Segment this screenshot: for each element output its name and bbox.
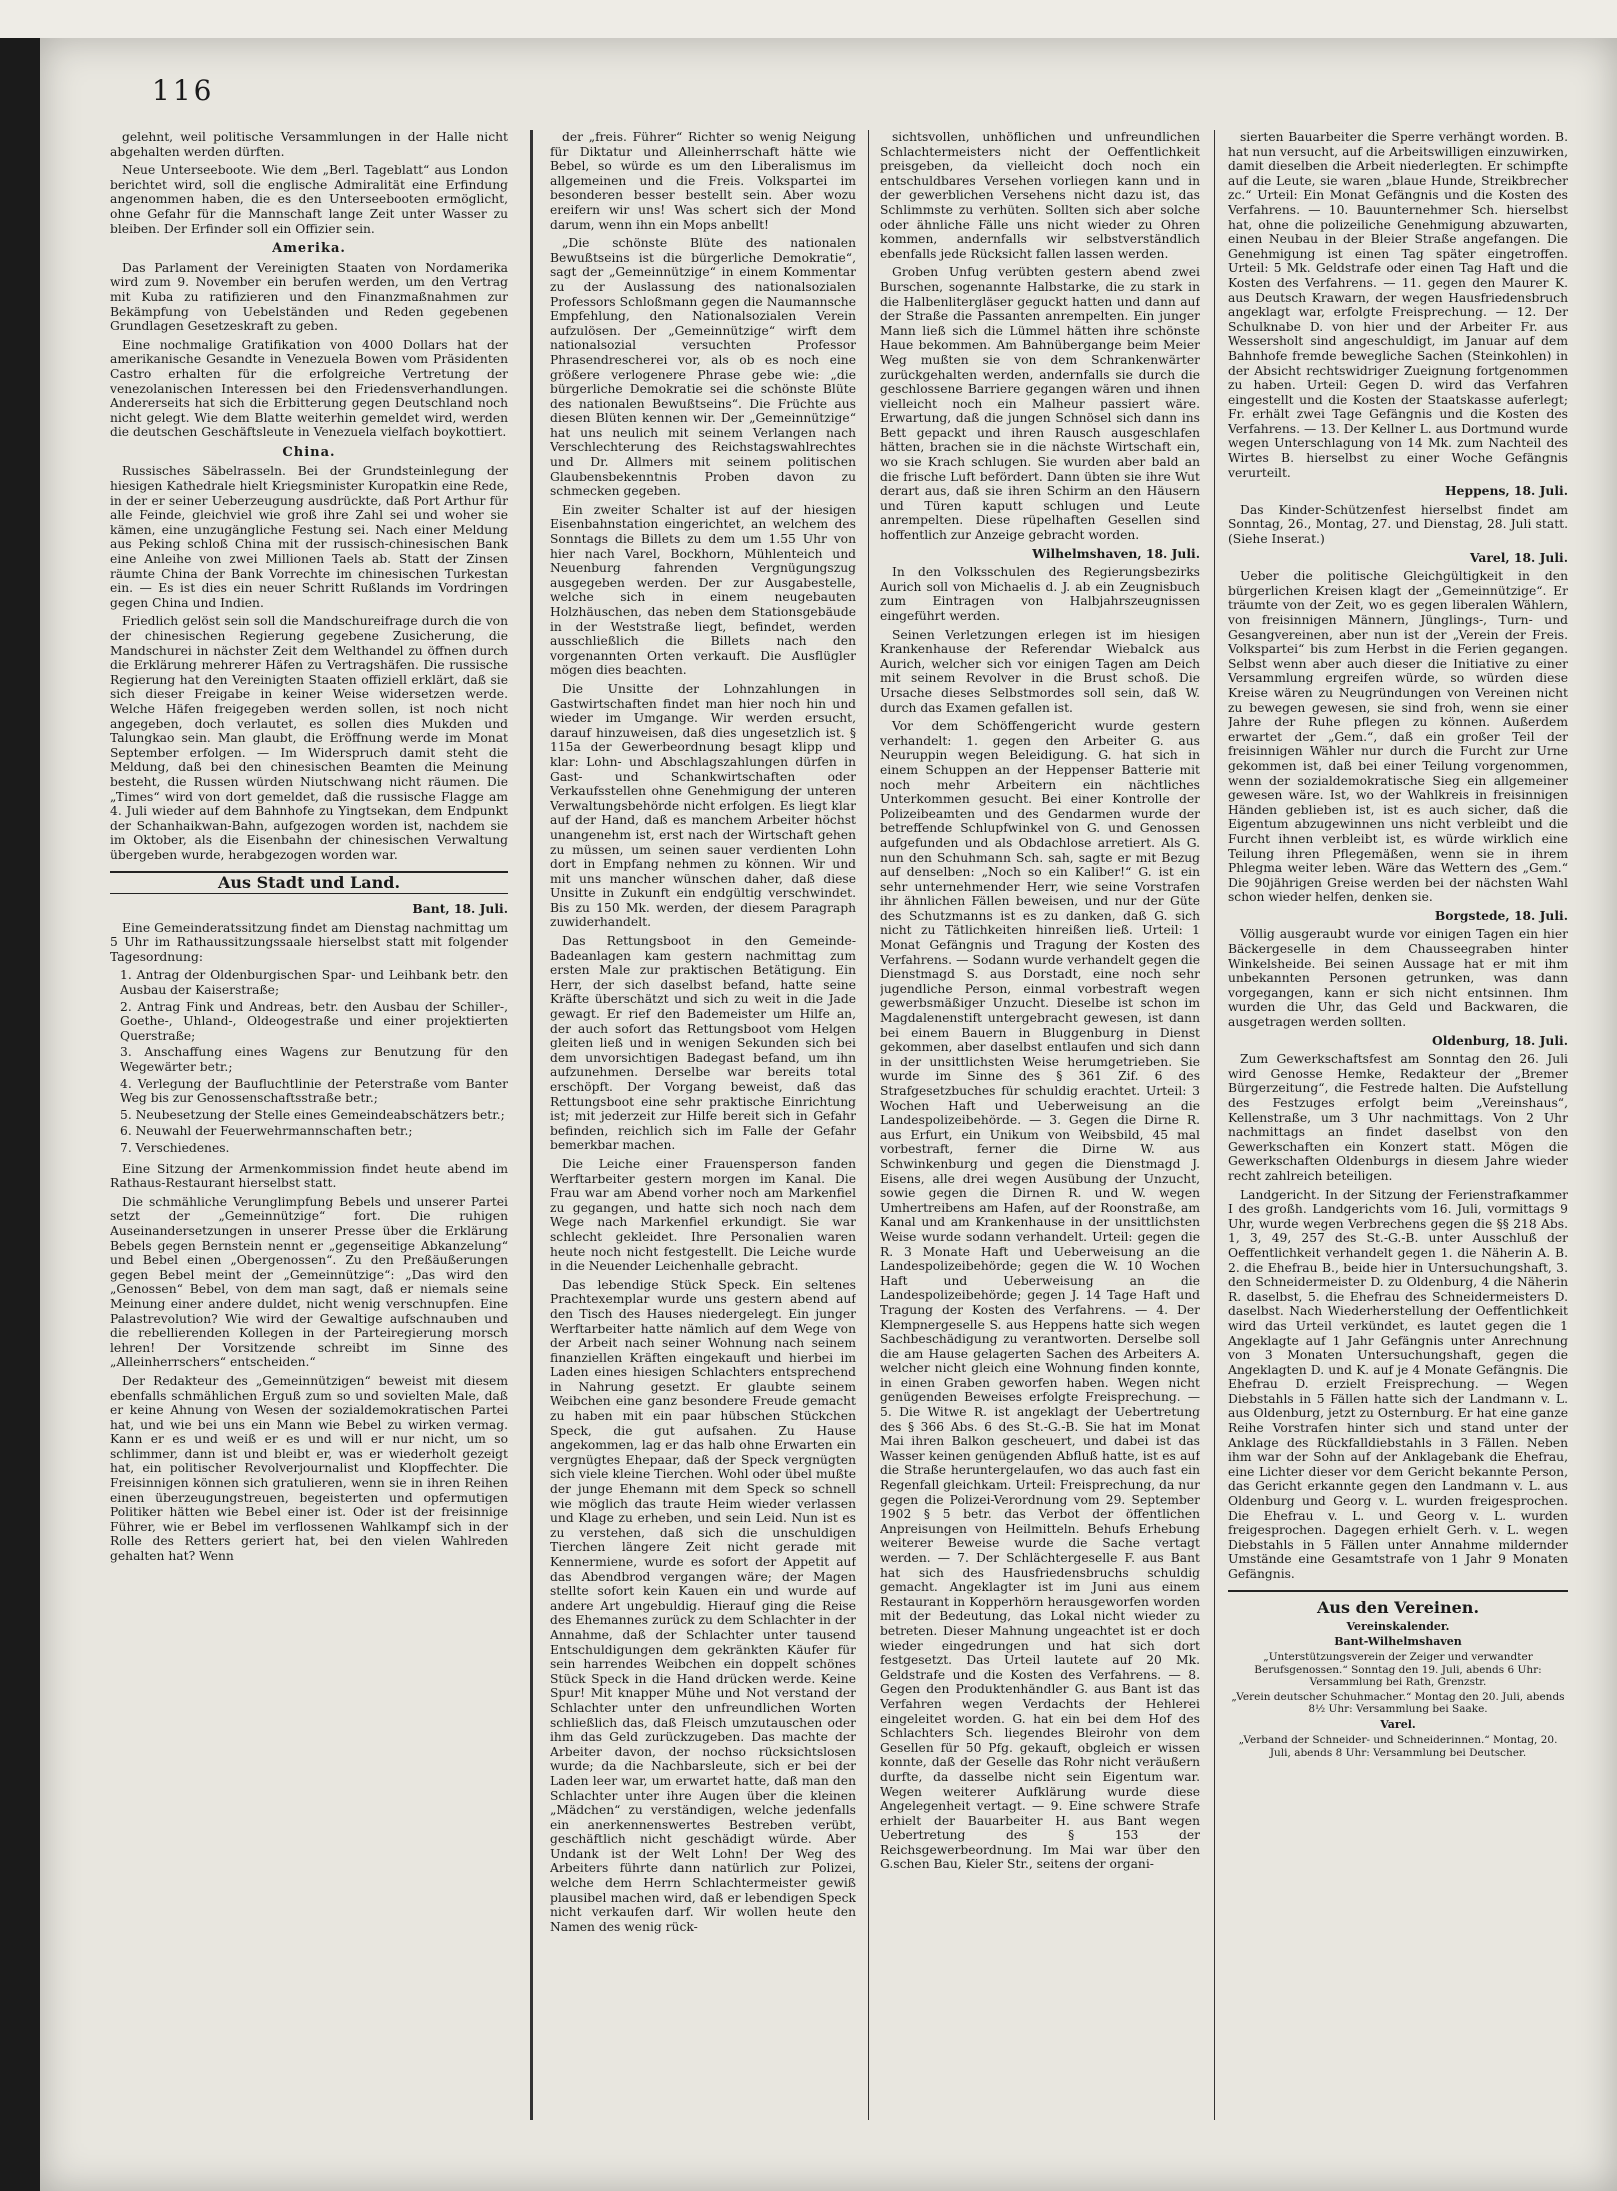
section-title-local: Aus Stadt und Land. [110,871,508,895]
club-entry: „Verein deutscher Schuhmacher.“ Montag den 20. Juli, abends 8½ Uhr: Versammlung bei Saake. [1231,1690,1565,1716]
club-section-title: Aus den Vereinen. [1316,1597,1480,1617]
article-text: Das Kinder-Schützenfest hierselbst findet am Sonntag, 26., Montag, 27. und Dienstag, 28. Juli statt. (Siehe Inserat.) [1228,502,1568,547]
agenda-item: 3. Anschaffung eines Wagens zur Benutzung für den Wegewärter betr.; [120,1045,508,1075]
article-text: Zum Gewerkschaftsfest am Sonntag den 26. Juli wird Genosse Hemke, Redakteur der „Bremer Bürgerzeitung“, die Festrede halten. Die Aufstellung des Festzuges erfolgt beim „Vereinshaus“, Kellenstraße, um 3 Uhr nachmittags. Von 2 Uhr nachmittags an findet daselbst von den Gewerkschaften ein Konzert statt. Mögen die Gewerkschaften Oldenburgs in diesem Jahre wieder recht zahlreich beteiligen. [1228,1052,1568,1183]
agenda-list [120,968,508,1155]
section-heading-amerika: Amerika. [272,241,346,257]
dateline: Heppens, 18. Juli. [1445,483,1568,499]
agenda-item: 5. Neubesetzung der Stelle eines Gemeindeabschätzers betr.; [120,1107,505,1122]
article-text: der „freis. Führer“ Richter so wenig Neigung für Diktatur und Alleinherrschaft hätte wie Bebel, so würde es um den Liberalismus im allgemeinen und die Freis. Volkspartei im besonderen besser bestellt sein. Aber wozu ereifern wir uns! Was schert sich der Mond darum, wenn ihn ein Mops anbellt! [550,130,856,232]
club-calendar [1228,1590,1568,1760]
dateline: Bant, 18. Juli. [412,901,508,917]
article-text: In den Volksschulen des Regierungsbezirks Aurich soll von Michaelis d. J. ab ein Zeugnisbuch zum Eintragen von Halbjahrszeugnissen eingeführt werden. [880,565,1200,623]
column-3 [880,130,1200,2120]
agenda-item: 2. Antrag Fink und Andreas, betr. den Ausbau der Schiller-, Goethe-, Uhland-, Oldeogestraße und einer projektierten Querstraße; [120,999,508,1043]
section-heading-china: China. [282,444,336,460]
scan-top-margin [0,0,1617,38]
club-calendar-subtitle: Vereinskalender. [1346,1620,1450,1634]
article-text: Ein zweiter Schalter ist auf der hiesigen Eisenbahnstation eingerichtet, an welchem des Sonntags die Billets zu dem um 1.55 Uhr von hier nach Varel, Bockhorn, Mühlenteich und Neuenburg fahrenden Vergnügungszug ausgegeben werden. Der zur Ausgabestelle, welche sich in einem neugebauten Holzhäuschen, das neben dem Stationsgebäude in der Weststraße liegt, befindet, werden ausschließlich die Billets nach den vorgenannten Orten verkauft. Die Ausflügler mögen dies beachten. [550,502,856,678]
article-text: Die schmähliche Verunglimpfung Bebels und unserer Partei setzt der „Gemeinnützige“ fort. Die ruhigen Auseinandersetzungen in unserer Presse über die Erklärung Bebels gegen Bernstein nennt er „gegenseitige Abkanzelung“ und Bebel einen „Obergenossen“. Zu den Preßäußerungen gegen Bebel meint der „Gemeinnützige“: „Das wird den „Genossen“ Bebel, von dem man sagt, daß er niemals seine Meinung einer andere duldet, nicht wenig verschnupfen. Eine Palastrevolution? Wie wird der Gewaltige aufschnauben und die rebellierenden Kollegen in der Parteiregierung morsch lehren! Der Vorsitzende schreibt im Sinne des „Alleinherrschers“ entscheiden.“ [110,1194,508,1370]
column-1 [110,130,508,2120]
article-text: gelehnt, weil politische Versammlungen in der Halle nicht abgehalten werden dürften. [110,130,508,159]
article-text: „Die schönste Blüte des nationalen Bewußtseins ist die bürgerliche Demokratie“, sagt der „Gemeinnützige“ in einem Kommentar zu der Auslassung des nationalsozialen Professors Schloßmann gegen die Naumannsche Empfehlung, den Nationalsozialen Verein aufzulösen. Der „Gemeinnützige“ wirft dem nationalsozial versuchten Professor Phrasendrescherei vor, als ob es noch eine größere verlogenere Phrase gebe wie: „die bürgerliche Demokratie sei die schönste Blüte des nationalen Bewußtseins“. Die Früchte aus diesen Blüten kennen wir. Der „Gemeinnützige“ hat uns neulich mit seinem Verlangen nach Verschlechterung des Reichstagswahlrechtes und Dr. Allmers mit seinem politischen Glaubensbekenntnis Proben davon zu schmecken gegeben. [550,236,856,499]
agenda-item: 7. Verschiedenes. [120,1141,230,1155]
article-text: Groben Unfug verübten gestern abend zwei Burschen, sogenannte Halbstarke, die zu stark in die Halbenlitergläser geguckt hatten und dann auf der Straße die Passanten anrempelten. Ein junger Mann ließ sich die Lümmel hätten ihre schönste Haue bekommen. Am Bahnübergange beim Meier Weg mußten sie von dem Schrankenwärter zurückgehalten werden, andernfalls sie durch die geschlossene Barriere gegangen wären und ihnen vielleicht noch ein Malheur passiert wäre. Erwartung, daß die jungen Schnösel sich dann ins Bett gepackt und ihren Rausch ausgeschlafen hätten, brachen sie in die nächste Wirtschaft ein, wo sie Krach schlugen. Sie wurden aber bald an die frische Luft befördert. Dann übten sie ihre Wut derart aus, daß sie ihren Schirm an den Häusern und Türen kaputt schlugen und Leute anrempelten. Diese rüpelhaften Gesellen sind hoffentlich zur Anzeige gebracht worden. [880,265,1200,543]
article-text: Seinen Verletzungen erlegen ist im hiesigen Krankenhause der Referendar Wiebalck aus Aurich, welcher sich vor einigen Tagen am Deich mit seinem Revolver in die Brust schoß. Die Ursache dieses Selbstmordes soll sein, daß W. durch das Examen gefallen ist. [880,627,1200,715]
article-text: Der Redakteur des „Gemeinnützigen“ beweist mit diesem ebenfalls schmählichen Erguß zum so und sovielten Male, daß er keine Ahnung von Wesen der sozialdemokratischen Partei hat, und wie bei uns ein Mann wie Bebel zu wirken vermag. Kann er es und weiß er es und will er nur nicht, um so schlimmer, dann ist und bleibt er, was er wiederholt gezeigt hat, ein politischer Revolverjournalist und Klopffechter. Die Freisinnigen können sich gratulieren, wenn sie in ihren Reihen einen überzeugungstreuen, begeisterten und opfermutigen Politiker hätten wie Bebel einer ist. Oder ist der freisinnige Führer, wie er Bebel im verflossenen Wahlkampf sich in der Rolle des Retters geriert hat, bei den vielen Wahlreden gehalten hat? Wenn [110,1373,508,1564]
newspaper-page [40,38,1617,2191]
article-text: Eine Gemeinderatssitzung findet am Dienstag nachmittag um 5 Uhr im Rathaussitzungssaale hierselbst statt mit folgender Tagesordnung: [110,920,508,964]
article-text: Das lebendige Stück Speck. Ein seltenes Prachtexemplar wurde uns gestern abend auf den Tisch des Hauses niedergelegt. Ein junger Werftarbeiter hatte nämlich auf dem Wege von der Arbeit nach seiner Wohnung nach seinem finanziellen Kräften eingekauft und hierbei im Laden eines hiesigen Schlachters entsprechend in Nahrung gesetzt. Er glaubte seinem Weibchen eine ganz besondere Freude gemacht zu haben mit ein paar hübschen Stückchen Speck, die gut aufsahen. Zu Hause angekommen, lag er das halb ohne Erwarten ein vergnügtes Ehepaar, daß der Speck vergnügten sich viele kleine Tierchen. Wohl oder übel mußte der junge Ehemann mit dem Speck so schnell wie möglich das traute Heim wieder verlassen und Klage zu erheben, und sein Leid. Nun ist es zu verstehen, daß sich die unschuldigen Tierchen längere Zeit nicht gerade mit Kennermiene, wurde es sofort der Appetit auf das Abendbrod vergangen wäre; der Magen stellte sofort kein Kauen ein und wurde auf andere Art ungebuldig. Hierauf ging die Reise des Ehemannes zurück zu dem Schlachter in der Annahme, daß der Schlachter unter tausend Entschuldigungen dem gekränkten Käufer für sein harrendes Weibchen ein doppelt schönes Stück Speck in die Hand drücken werde. Keine Spur! Mit knapper Mühe und Not verstand der Schlachter unter den unfreundlichen Worten schließlich das, daß Fleisch umzutauschen oder ihm das Geld zurückzugeben. Das machte der Arbeiter davon, der nochso rücksichtslosen wurde; da die Nachbarsleute, sich er bei der Laden leer war, um erwartet hatte, daß man den Schlachter unter ihre Augen über die kleinen „Mädchen“ zu verständigen, welche jedenfalls ein anerkennenswertes Bestreben verübt, geschäftlich nicht geschädigt würde. Aber Undank ist der Welt Lohn! Der Weg des Arbeiters führte dann natürlich zur Polizei, welche dem Herrn Schlachtermeister gewiß plausibel machen wird, daß er lebendigen Speck nicht verkaufen darf. Wir wollen heute den Namen des wenig rück- [550,1277,856,1934]
page-number: 116 [152,74,215,107]
column-4 [1228,130,1568,2120]
article-text: Vor dem Schöffengericht wurde gestern verhandelt: 1. gegen den Arbeiter G. aus Neuruppin wegen Beleidigung. G. hat sich in einem Schuppen an der Heppenser Batterie mit noch mehr Arbeitern ein nächtliches Unterkommen gesucht. Bei einer Kontrolle der Polizeibeamten und des Gendarmen wurde der betreffende Schlupfwinkel von G. und Genossen aufgefunden und als Obdachlose arretiert. Als G. nun den Schuhmann Sch. sah, sagte er mit Bezug auf denselben: „Noch so ein Kaliber!“ G. ist ein sehr unternehmender Herr, wie seine Vorstrafen ihr ähnlichen Fällen beweisen, und nur der Güte des Schutzmanns ist es zu danken, daß G. sich nicht zu Tätlichkeiten hinreißen ließ. Urteil: 1 Monat Gefängnis und Tragung der Kosten des Verfahrens. — Sodann wurde verhandelt gegen die Dienstmagd S. aus Dorstadt, eine noch sehr jugendliche Person, einmal vorbestraft wegen gewerbsmäßiger Unzucht. Dieselbe ist schon im Magdalenenstift untergebracht gewesen, ist dann bei einem Bauern in Bluggenburg in Dienst gekommen, aber daselbst entlaufen und sich dann in der unsittlichsten Weise herumgetrieben. Sie wurde im Sinne des § 361 Zif. 6 des Strafgesetzbuches für schuldig erachtet. Urteil: 3 Wochen Haft und Ueberweisung an die Landespolizeibehörde. — 3. Gegen die Dirne R. aus Erfurt, ein Unikum von Weibsbild, 45 mal vorbestraft, ferner die Dirne W. aus Schwinkenburg und gegen die Dienstmagd J. Eisens, alle drei wegen Ausübung der Unzucht, sowie gegen die Dirnen R. und W. wegen Umhertreibens am Hafen, auf der Roonstraße, am Kanal und am Krankenhause in der unsittlichsten Weise wurde sodann verhandelt. Urteil: gegen die R. 3 Monate Haft und Ueberweisung an die Landespolizeibehörde; gegen die W. 10 Wochen Haft und Ueberweisung an die Landespolizeibehörde; gegen J. 14 Tage Haft und Tragung der Kosten des Verfahrens. — 4. Der Klempnergeselle S. aus Heppens hatte sich wegen Sachbeschädigung zu verantworten. Derselbe soll die am Hause gelagerten Sachen des Arbeiters A. welcher nicht gleich eine Wohnung finden konnte, in einen Graben geworfen haben. Wegen nicht genügenden Beweises erfolgte Freisprechung. — 5. Die Witwe R. ist angeklagt der Uebertretung des § 366 Abs. 6 des St.-G.-B. Sie hat im Monat Mai ihren Balkon gescheuert, und dabei ist das Wasser keinen genügenden Abfluß hatte, ist es auf die Straße heruntergelaufen, wo das auch fast ein Regenfall gleichkam. Urteil: Freisprechung, da nur gegen die Polizei-Verordnung vom 29. September 1902 § 5 betr. das Verbot der öffentlichen Anpreisungen von Heilmitteln. Behufs Erhebung weiterer Beweise wurde die Sache vertagt werden. — 7. Der Schlächtergeselle F. aus Bant hat sich des Hausfriedensbruchs schuldig gemacht. Angeklagter ist im Juni aus einem Restaurant in Kopperhörn herausgeworfen worden mit der Bedeutung, das Lokal nicht wieder zu betreten. Dieser Mahnung ungeachtet ist er doch wieder eingedrungen und hat sich dort festgesetzt. Das Urteil lautete auf 20 Mk. Geldstrafe und die Kosten des Verfahrens. — 8. Gegen den Produktenhändler G. aus Bant ist das Verfahren wegen Verdachts der Hehlerei eingeleitet worden. G. hat ein bei dem Hof des Schlachters Sch. liegendes Bleirohr von dem Gesellen für 50 Pfg. gekauft, obgleich er wissen konnte, daß der Geselle das Rohr nicht veräußern durfte, da dasselbe nicht sein Eigentum war. Wegen weiterer Aufklärung wurde diese Angelegenheit vertagt. — 9. Eine schwere Strafe erhielt der Bauarbeiter H. aus Bant wegen Uebertretung des § 153 der Reichsgewerbeordnung. Im Mai war über den G.schen Bau, Kieler Str., seitens der organi- [880,719,1200,1872]
article-text: Die Unsitte der Lohnzahlungen in Gastwirtschaften findet man hier noch hin und wieder im Umgange. Wir werden ersucht, darauf hinzuweisen, daß dies ungesetzlich ist. § 115a der Gewerbeordnung besagt klipp und klar: Lohn- und Abschlagszahlungen dürfen in Gast- und Schankwirtschaften oder Verkaufsstellen ohne Genehmigung der unteren Verwaltungsbehörde nicht erfolgen. Es liegt klar auf der Hand, daß es manchem Arbeiter höchst unangenehm ist, erst nach der Wirtschaft gehen zu müssen, um seinen sauer verdienten Lohn dort in Empfang nehmen zu können. Wir und mit uns mancher wünschen daher, daß diese Unsitte in Zukunft ein endgültig verschwindet. Bis zu 150 Mk. werden, der diesem Paragraph zuwiderhandelt. [550,681,856,930]
article-text: sichtsvollen, unhöflichen und unfreundlichen Schlachtermeisters nicht der Oeffentlichkeit preisgeben, da vielleicht doch noch ein entschuldbares Versehen vorliegen kann und in der gewerblichen Versehens nicht dazu ist, das Schlimmste zu verhüten. Sollten sich aber solche oder ähnliche Fälle uns nicht wieder zu Ohren kommen, andernfalls wir selbstverständlich ebenfalls jede Rücksicht fallen lassen werden. [880,130,1200,261]
article-text: sierten Bauarbeiter die Sperre verhängt worden. B. hat nun versucht, auf die Arbeitswilligen einzuwirken, damit dieselben die Arbeit niederlegten. Er schimpfte auf die Leute, sie waren „blaue Hunde, Streikbrecher zc.“ Urteil: Ein Monat Gefängnis und die Kosten des Verfahrens. — 10. Bauunternehmer Sch. hierselbst hat, ohne die polizeiliche Genehmigung abzuwarten, einen Neubau in der Bleier Straße angefangen. Die Genehmigung ist einen Tag später eingetroffen. Urteil: 5 Mk. Geldstrafe oder einen Tag Haft und die Kosten des Verfahrens. — 11. gegen den Maurer K. aus Deutsch Krawarn, der wegen Hausfriedensbruch angeklagt war, erfolgte Freisprechung. — 12. Der Schulknabe D. von hier und der Arbeiter Fr. aus Wessersholt sind angeschuldigt, im Januar auf dem Bahnhofe fremde bewegliche Sachen (Steinkohlen) in der Absicht rechtswidriger Zueignung fortgenommen zu haben. Urteil: Gegen D. wird das Verfahren eingestellt und die Kosten der Staatskasse auferlegt; Fr. erhält zwei Tage Gefängnis und die Kosten des Verfahrens. — 13. Der Kellner L. aus Dortmund wurde wegen Unterschlagung von 14 Mk. zum Nachteil des Wirtes B. hierselbst zu einer Woche Gefängnis verurteilt. [1228,130,1568,480]
article-text: Das Rettungsboot in den Gemeinde-Badeanlagen kam gestern nachmittag zum ersten Male zur praktischen Betätigung. Ein Herr, der sich daselbst befand, hatte seine Kräfte überschätzt und sich zu weit in die Jade gewagt. Er rief den Bademeister um Hilfe an, der auch sofort das Rettungsboot vom Helgen gleiten ließ und in wenigen Sekunden sich bei dem unvorsichtigen Badegast befand, um ihn aufzunehmen. Derselbe war bereits total erschöpft. Der Vorgang beweist, daß das Rettungsboot eine sehr praktische Einrichtung ist; mit jederzeit zur Hilfe bereit sich in Gefahr befinden, reichlich sich im Falle der Gefahr bemerkbar machen. [550,934,856,1153]
agenda-item: 4. Verlegung der Baufluchtlinie der Peterstraße vom Banter Weg bis zur Genossenschaftsstraße betr.; [120,1076,508,1106]
article-text: Das Parlament der Vereinigten Staaten von Nordamerika wird zum 9. November ein berufen werden, um den Vertrag mit Kuba zu ratifizieren und den Finanzmaßnahmen zur Bekämpfung von Uebelständen und Reden gegebenen Grundlagen Gesetzeskraft zu geben. [110,260,508,334]
agenda-item: 1. Antrag der Oldenburgischen Spar- und Leihbank betr. den Ausbau der Kaiserstraße; [120,968,508,998]
dateline: Varel, 18. Juli. [1470,549,1568,565]
dateline: Borgstede, 18. Juli. [1434,907,1568,923]
club-entry: „Unterstützungsverein der Zeiger und verwandter Berufsgenossen.“ Sonntag den 19. Juli, abends 6 Uhr: Versammlung bei Rath, Grenzstr. [1254,1651,1542,1689]
column-rule [1214,130,1215,2120]
club-place: Varel. [1380,1717,1416,1731]
article-text: Russisches Säbelrasseln. Bei der Grundsteinlegung der hiesigen Kathedrale hielt Kriegsminister Kuropatkin eine Rede, in der er seiner Ueberzeugung ausdrückte, daß Port Arthur für alle Feinde, gleichviel wie groß ihre Zahl sei und woher sie kämen, eine unzugängliche Festung sei. Nach einer Meldung aus Peking schloß China mit der russisch-chinesischen Bank eine Anleihe von zwei Millionen Taels ab. Statt der Zinsen räumte China der Bank Vorrechte im chinesischen Turkestan ein. — Es ist dies ein neuer Schritt Rußlands im Vordringen gegen China und Indien. [110,464,508,610]
agenda-item: 6. Neuwahl der Feuerwehrmannschaften betr.; [120,1124,413,1139]
column-rule [530,130,533,2120]
article-text: Völlig ausgeraubt wurde vor einigen Tagen ein hier Bäckergeselle in dem Chausseegraben hinter Winkelsheide. Bei seinen Aussage hat er mit ihm unbekannten Personen getrunken, was dann vorgegangen, kann er sich nicht entsinnen. Ihm wurden die Uhr, das Geld und Backwaren, die ausgetragen werden sollten. [1228,927,1568,1030]
club-entry: „Verband der Schneider- und Schneiderinnen.“ Montag, 20. Juli, abends 8 Uhr: Versammlung bei Deutscher. [1238,1734,1558,1759]
column-2 [550,130,856,2120]
article-text: Eine nochmalige Gratifikation von 4000 Dollars hat der amerikanische Gesandte in Venezuela Bowen vom Präsidenten Castro erhalten für die erfolgreiche Vertretung der venezolanischen Interessen bei den Friedensverhandlungen. Andererseits hat sich die Erbitterung gegen Deutschland noch nicht gelegt. Wie dem Blatte weiterhin gemeldet wird, werden die deutschen Geschäftsleute in Venezuela vielfach boykottiert. [110,337,508,440]
article-text: Die Leiche einer Frauensperson fanden Werftarbeiter gestern morgen im Kanal. Die Frau war am Abend vorher noch am Markenfiel zu gegangen, und hatte sich noch nach dem Wege nach Markenfiel erkundigt. Sie war schlecht gekleidet. Ihre Personalien waren heute noch nicht festgestellt. Die Leiche wurde in die Neuender Leichenhalle gebracht. [550,1156,856,1274]
club-place: Bant-Wilhelmshaven [1334,1634,1462,1648]
article-text: Eine Sitzung der Armenkommission findet heute abend im Rathaus-Restaurant hierselbst statt. [110,1161,508,1191]
article-text: Landgericht. In der Sitzung der Ferienstrafkammer I des großh. Landgerichts vom 16. Juli, vormittags 9 Uhr, wurde wegen Verbrechens gegen die §§ 218 Abs. 1, 3, 49, 257 des St.-G.-B. unter Ausschluß der Oeffentlichkeit verhandelt gegen 1. die Näherin A. B. 2. die Ehefrau B., beide hier in Untersuchungshaft, 3. den Schneidermeister D. zu Oldenburg, 4 die Näherin R. daselbst, 5. die Ehefrau des Schneidermeisters D. daselbst. Nach Wiederherstellung der Oeffentlichkeit wird das Urteil verkündet, es lautet gegen die 1 Angeklagte auf 1 Jahr Gefängnis unter Anrechnung von 3 Monaten Untersuchungshaft, gegen die Angeklagten D. und K. auf je 4 Monate Gefängnis. Die Ehefrau D. erzielt Freisprechung. — Wegen Diebstahls in 5 Fällen hatte sich der Landmann v. L. aus Oldenburg, jetzt zu Osternburg. Er hat eine ganze Reihe Vorstrafen hinter sich und stand unter der Anklage des Rückfalldiebstahls in 3 Fällen. Neben ihm war der Sohn auf der Anklagebank die Ehefrau, eine Lichter dieser vor dem Gericht bekannte Person, das Gericht erkannte gegen den Landmann v. L. aus Oldenburg und Georg v. L. wurden freigesprochen. Die Ehefrau v. L. und Georg v. L. wurden freigesprochen. Dagegen erhielt Gerh. v. L. wegen Diebstahls in 5 Fällen unter Annahme mildernder Umstände eine Gesamtstrafe von 1 Jahr 9 Monaten Gefängnis. [1228,1187,1568,1581]
dateline: Wilhelmshaven, 18. Juli. [1032,545,1200,561]
article-text: Ueber die politische Gleichgültigkeit in den bürgerlichen Kreisen klagt der „Gemeinnützige“. Er träumte von der Zeit, wo es gegen liberalen Wählern, von freisinnigen Männern, Jünglings-, Turn- und Gesangvereinen, aber nun ist der „Verein der Freis. Volkspartei“ bis zum Herbst in die Ferien gegangen. Selbst wenn aber auch dieser die Initiative zu einer Versammlung ergreifen würde, so würden diese Kreise wären zu Neugründungen von Vereinen nicht zu bewegen gewesen, sie sind froh, wenn sie einer Jahre der Ruhe pflegen zu können. Außerdem erwartet der „Gem.“, daß ein großer Teil der freisinnigen Wähler nur durch die Furcht zur Urne gekommen ist, daß bei einer Teilung vorgenommen, wenn der sozialdemokratische Sieg ein allgemeiner gewesen wäre. Ist, wo der Wahlkreis in freisinnigen Händen geblieben ist, ist es auch sicher, daß die Eigentum abzugewinnen uns nicht verbleibt und die Furcht ihnen verbleibt ist, es würde wirklich eine Teilung ihren Pflegemäßen, wenn sie in ihrem Phlegma weiter leben. Wäre das Wettern des „Gem.“ Die 90jährigen Greise werden bei der nächsten Wahl schon wieder helfen, denken sie. [1228,569,1568,905]
column-rule [868,130,869,2120]
article-text: Friedlich gelöst sein soll die Mandschureifrage durch die von der chinesischen Regierung gegebene Zusicherung, die Mandschurei in nächster Zeit dem Welthandel zu öffnen durch die Erklärung mehrerer Häfen zu Vertragshäfen. Die russische Regierung hat den Vereinigten Staaten offiziell erklärt, daß sie sich dieser Freigabe in keiner Weise widersetzen werde. Welche Häfen freigegeben werden sollen, ist noch nicht angegeben, doch verlautet, es sollen dies Mukden und Talungkao sein. Man glaubt, die Eröffnung werde im Monat September erfolgen. — Im Widerspruch damit steht die Meldung, daß bei den chinesischen Beamten die Meinung besteht, die Russen würden Niutschwang nicht räumen. Die „Times“ wird von dort gemeldet, daß die russische Flagge am 4. Juli wieder auf dem Bahnhofe zu Yingtsekan, dem Endpunkt der Schanhaikwan-Bahn, aufgezogen worden ist, nachdem sie im Oktober, als die Eisenbahn der chinesischen Verwaltung übergeben wurde, herabgezogen worden war. [110,614,508,862]
dateline: Oldenburg, 18. Juli. [1432,1032,1568,1048]
article-text: Neue Unterseeboote. Wie dem „Berl. Tageblatt“ aus London berichtet wird, soll die englische Admiralität eine Erfindung angenommen haben, die es den Unterseebooten ermöglicht, ohne Gefahr für die Mannschaft lange Zeit unter Wasser zu bleiben. Der Erfinder soll ein Offizier sein. [110,163,508,236]
